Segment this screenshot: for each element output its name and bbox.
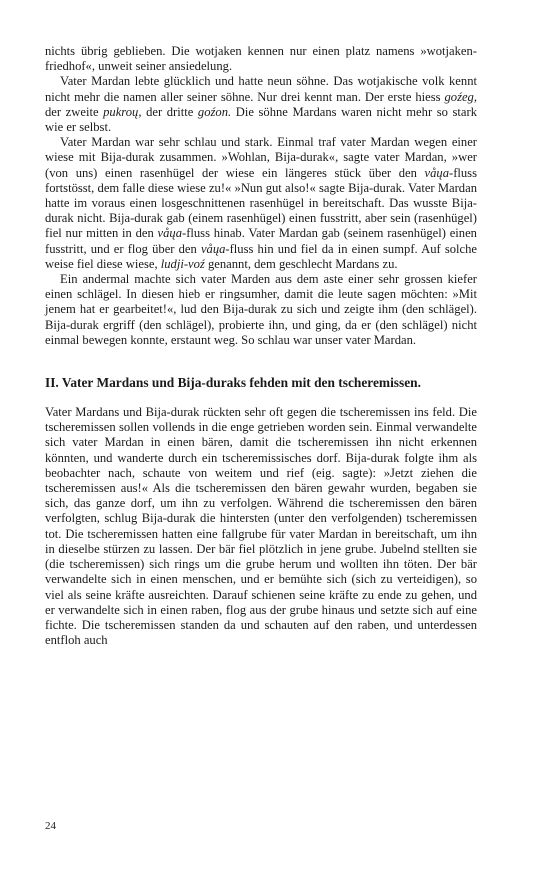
italic-name: goźon. xyxy=(197,104,232,119)
text-run: genannt, dem geschlecht Mardans zu. xyxy=(204,256,398,271)
page-number: 24 xyxy=(45,820,56,832)
section-heading: II. Vater Mardans und Bija-duraks fehden mit den tscheremissen. xyxy=(45,375,421,391)
italic-name: våųa xyxy=(157,226,182,241)
text-run: der dritte xyxy=(141,104,198,119)
italic-name: våųa xyxy=(424,165,449,180)
text-run: Ein andermal machte sich vater Marden aus dem aste einer sehr grossen kiefer einen schlägel. In diesen hieb er ringsumher, damit die leute sagen möchten: »Mit jenem hat er gearbeitet!«, lud den Bija-durak zu sich und zeigte ihm (den schlägel). Bija-durak ergriff (den schlägel), probierte ihn, und ging, da er (den schlägel) nicht einmal bewegen konnte, erstaunt weg. So schlau war unser vater Mardan. xyxy=(45,272,477,347)
paragraph xyxy=(45,272,477,348)
text-run: nichts übrig geblieben. Die wotjaken kennen nur einen platz namens »wotjaken-friedhof«, unweit seiner ansiedelung. xyxy=(45,44,477,74)
italic-name: våųa xyxy=(200,241,226,256)
paragraph: Vater Mardans und Bija-durak rückten sehr oft gegen die tscheremissen ins feld. Die tscheremissen sollen vollends in die enge getrieben worden sein. Einmal verwandelte sich vater Mardan in einen bären, damit die tscheremissen ihn nicht erkennen könnten, und wanderte durch ein tscheremissisches dorf. Bija-durak folgte ihm als beobachter nach, schaute von weitem und rief (eig. sagte): »Jetzt ziehen die tscheremissen aus!« Als die tscheremissen den bären gewahr wurden, begaben sie sich, das ganze dorf, um ihn zu verfolgen. Während die tscheremissen den bären verfolgten, schlug Bija-durak die hintersten (unter den verfolgenden) tscheremissen tot. Die tscheremissen hatten eine fallgrube für vater Mardan in bereitschaft, um ihn in dieselbe stürzen zu lassen. Der bär fiel plötzlich in jene grube. Jubelnd stellten sie (die tscheremissen) sich rings um die grube herum und wollten ihn töten. Der bär verwandelte sich in einen menschen, und er bemühte sich (sich zu verteidigen), so viel als seine kräfte ausreichten. Darauf schienen seine kräfte zu ende zu gehen, und er verwandelte sich in einen raben, flog aus der grube hinaus und setzte sich auf eine fichte. Die tscheremissen standen da und schauten auf den raben, und unterdessen entfloh auch xyxy=(45,405,477,648)
section-gap xyxy=(45,348,477,374)
paragraph xyxy=(45,44,477,74)
text-run: -fluss hinab. Vater Mardan gab (seinem rasenhügel) einen fusstritt, und er flog über den xyxy=(45,226,477,256)
text-run: Vater Mardan lebte glücklich und hatte neun söhne. Das wotjakische volk kennt nicht mehr die namen aller seiner söhne. Nur drei kennt man. Der erste hiess xyxy=(45,74,477,104)
page-body xyxy=(45,44,477,648)
italic-name: pukroų, xyxy=(103,104,142,119)
text-run: Die söhne Mardans waren nicht mehr so stark wie er selbst. xyxy=(45,104,477,135)
paragraph xyxy=(45,135,477,272)
italic-name: goźeg, xyxy=(444,89,477,104)
text-run: -fluss hin und fiel da in einen sumpf. Auf solche weise fiel diese wiese, xyxy=(45,241,477,271)
paragraph xyxy=(45,74,477,135)
italic-name: ludji-voź xyxy=(160,256,205,271)
text-run: -fluss fortstösst, dem falle diese wiese zu!« »Nun gut also!« sagte Bija-durak. Vater Mardan hatte im voraus einen losgeschnittenen rasenhügel in bereitschaft. Das wusste Bija-durak nicht. Bija-durak gab (einem rasenhügel) einen fusstritt, aber sein (rasenhügel) fiel nur mitten in den xyxy=(45,165,477,241)
text-run: der zweite xyxy=(45,104,104,119)
text-run: Vater Mardan war sehr schlau und stark. Einmal traf vater Mardan wegen einer wiese mit Bija-durak zusammen. »Wohlan, Bija-durak«, sagte vater Mardan, »wer (von uns) einen rasenhügel der wiese ein längeres stück über den xyxy=(45,135,477,180)
